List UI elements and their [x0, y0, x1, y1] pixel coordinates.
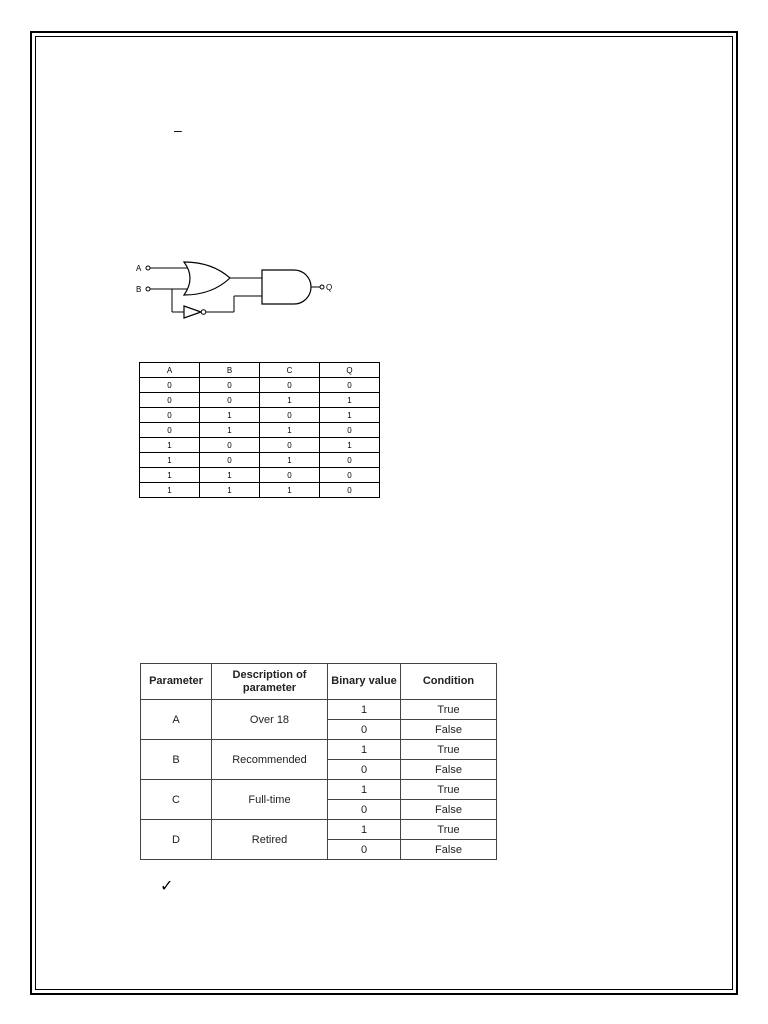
truth-cell: 0 [320, 378, 380, 393]
input-a-terminal [146, 266, 150, 270]
table-row [140, 423, 380, 438]
parameter-table-header [141, 664, 497, 700]
header-condition: Condition [401, 664, 497, 700]
truth-cell: 1 [140, 438, 200, 453]
truth-cell: 1 [320, 438, 380, 453]
truth-cell: 1 [320, 408, 380, 423]
table-row [140, 378, 380, 393]
input-b-label: B [136, 285, 142, 294]
truth-cell: 1 [260, 483, 320, 498]
header-parameter: Parameter [141, 664, 212, 700]
binary-value: 1 [328, 700, 401, 720]
header-binary-value: Binary value [328, 664, 401, 700]
truth-cell: 0 [320, 453, 380, 468]
truth-cell: 1 [140, 468, 200, 483]
or-gate [184, 262, 230, 295]
truth-cell: 0 [260, 378, 320, 393]
truth-cell: 0 [260, 408, 320, 423]
truth-cell: 1 [320, 393, 380, 408]
binary-value: 1 [328, 820, 401, 840]
table-row [141, 740, 497, 760]
condition-value: True [401, 700, 497, 720]
truth-cell: 0 [200, 378, 260, 393]
truth-cell: 0 [320, 423, 380, 438]
check-mark-icon: ✓ [160, 878, 174, 895]
truth-table-header [140, 363, 380, 378]
truth-cell: 0 [200, 438, 260, 453]
not-gate [184, 306, 201, 318]
truth-table [139, 362, 380, 498]
output-q-terminal [320, 285, 324, 289]
binary-value: 0 [328, 720, 401, 740]
binary-value: 1 [328, 740, 401, 760]
condition-value: False [401, 840, 497, 860]
truth-cell: 1 [140, 453, 200, 468]
input-a-label: A [136, 264, 142, 273]
binary-value: 1 [328, 780, 401, 800]
truth-cell: 1 [200, 408, 260, 423]
truth-header-q: Q [320, 363, 380, 378]
header-description: Description of parameter [212, 664, 328, 700]
table-row [141, 780, 497, 800]
truth-cell: 0 [200, 393, 260, 408]
parameter-name: B [141, 740, 212, 780]
parameter-description: Over 18 [212, 700, 328, 740]
truth-cell: 0 [260, 438, 320, 453]
condition-value: False [401, 720, 497, 740]
condition-value: True [401, 740, 497, 760]
table-row [141, 700, 497, 720]
truth-cell: 1 [200, 468, 260, 483]
parameter-description: Retired [212, 820, 328, 860]
truth-cell: 0 [140, 423, 200, 438]
binary-value: 0 [328, 840, 401, 860]
output-q-label: Q [326, 283, 333, 292]
table-row [140, 393, 380, 408]
truth-header-b: B [200, 363, 260, 378]
table-row [140, 483, 380, 498]
truth-cell: 0 [140, 378, 200, 393]
dash-mark: – [174, 122, 182, 138]
table-row [140, 453, 380, 468]
parameter-name: A [141, 700, 212, 740]
truth-cell: 1 [260, 393, 320, 408]
binary-value: 0 [328, 760, 401, 780]
and-gate [262, 270, 311, 304]
truth-cell: 0 [200, 453, 260, 468]
parameter-table [140, 663, 497, 860]
condition-value: True [401, 820, 497, 840]
logic-circuit-diagram [134, 255, 364, 325]
truth-cell: 0 [140, 408, 200, 423]
truth-cell: 1 [200, 483, 260, 498]
condition-value: False [401, 800, 497, 820]
truth-cell: 1 [260, 453, 320, 468]
truth-header-a: A [140, 363, 200, 378]
condition-value: True [401, 780, 497, 800]
truth-cell: 0 [140, 393, 200, 408]
truth-header-c: C [260, 363, 320, 378]
truth-cell: 1 [140, 483, 200, 498]
truth-cell: 0 [260, 468, 320, 483]
truth-cell: 0 [320, 468, 380, 483]
table-row [141, 820, 497, 840]
truth-cell: 0 [320, 483, 380, 498]
table-row [140, 468, 380, 483]
input-b-terminal [146, 287, 150, 291]
table-row [140, 438, 380, 453]
binary-value: 0 [328, 800, 401, 820]
condition-value: False [401, 760, 497, 780]
table-row [140, 408, 380, 423]
parameter-description: Recommended [212, 740, 328, 780]
parameter-name: C [141, 780, 212, 820]
truth-cell: 1 [200, 423, 260, 438]
parameter-description: Full-time [212, 780, 328, 820]
truth-cell: 1 [260, 423, 320, 438]
parameter-name: D [141, 820, 212, 860]
